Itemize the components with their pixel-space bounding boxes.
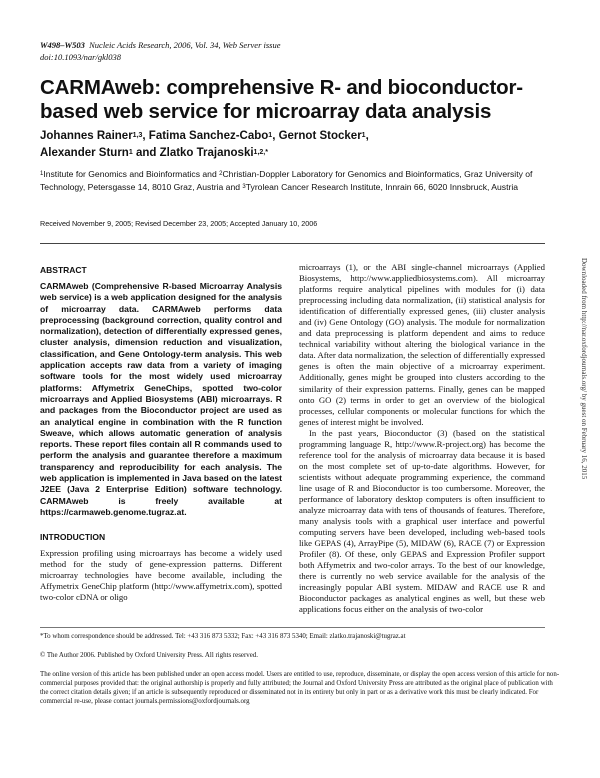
author-name: Alexander Sturn — [40, 147, 129, 159]
affil-sup: 1 — [40, 171, 44, 177]
author-line-1: Johannes Rainer$^{1,3}$, Fatima Sanchez-Cabo$^1$, Gernot Stocker$^1$, — [40, 130, 369, 142]
author-affil-sup: 1 — [268, 132, 273, 139]
affil-sup: 2 — [219, 171, 223, 177]
footnote-divider — [40, 627, 545, 628]
author-affil-sup: 1,3 — [132, 132, 143, 139]
page-range: W498–W503 — [40, 40, 85, 50]
doi[interactable]: doi:10.1093/nar/gkl038 — [40, 52, 121, 62]
introduction-heading: INTRODUCTION — [40, 532, 106, 543]
header-divider — [40, 243, 545, 244]
author-list — [40, 128, 560, 162]
author-name: Fatima Sanchez-Cabo — [148, 130, 269, 142]
author-affil-sup: 1 — [128, 149, 133, 156]
journal-citation: Nucleic Acids Research, 2006, Vol. 34, Web Server issue — [89, 40, 281, 50]
author-affil-sup: 1 — [361, 132, 366, 139]
affil-text: Christian-Doppler Laboratory for Genomics and Bioinformatics, Graz University of Technology, Petersgasse 14, 8010 Graz, Austria and — [40, 169, 533, 192]
abstract-text: CARMAweb (Comprehensive R-based Microarray Analysis web service) is a web application designed for the analysis of microarray data. CARMAweb performs data preprocessing (background correction, quality control and normalization), detection of differentially expressed genes, cluster analysis, dimension reduction and visualization, classification, and Gene Ontology-term analysis. This web application accepts raw data from a variety of imaging software tools for the most widely used microarray platforms: Affymetrix GeneChips, spotted two-color microarrays and Applied Biosystems (ABI) microarrays. R and packages from the Bioconductor project are used as an analytical engine in combination with the R function Sweave, which allows automatic generation of analysis reports. These report files contain all R commands used to perform the analysis and guarantee therefore a maximum transparency and reproducibility for each analysis. The web application is implemented in Java based on the latest J2EE (Java 2 Enterprise Edition) software technology. CARMAweb is freely available at https://carmaweb.genome.tugraz.at. — [40, 281, 282, 517]
affil-text: Tyrolean Cancer Research Institute, Innrain 66, 6020 Innsbruck, Austria — [245, 181, 519, 192]
affil-text: Institute for Genomics and Bioinformatics and — [43, 169, 220, 179]
right-column — [299, 262, 545, 616]
author-line-2 — [40, 145, 560, 162]
affil-sup: 3 — [242, 183, 246, 190]
abstract-heading: ABSTRACT — [40, 265, 87, 275]
paragraph: In the past years, Bioconductor (3) (based on the statistical programming language R, http://www.R-project.org) has become the reference tool for the analysis of microarray data because it is based on the most complete set of up-to-date algorithms. However, for scientists without adequate programming experience, the command line usage of R and Bioconductor is too cumbersome. Moreover, the performance of laboratory desktop computers is often insufficient to analyze microarray data with tens of thousands of features. Therefore, many analysis tools with a graphical user interface and powerful computing servers have been developed, including web-based tools like GEPAS (4), ArrayPipe (5), MIDAW (6), RACE (7) or Expression Profiler (8). Of these, only GEPAS and Expression Profiler support both Affymetrix and two-color arrays. To the best of our knowledge, there is currently no web service available for the analysis of the increasingly popular ABI system. MIDAW and RACE use R and Bioconductor packages as analytical engines as well, but these web applications focus either on the analysis of two-color — [299, 427, 545, 615]
copyright-notice: © The Author 2006. Published by Oxford University Press. All rights reserved. — [40, 652, 258, 659]
author-name: Johannes Rainer — [40, 130, 133, 142]
download-stamp — [578, 258, 590, 588]
introduction-text: Expression profiling using microarrays has become a widely used method for the study of gene-expression patterns. Different microarray technologies have become available, including the Affymetrix GeneChip platform (http://www.affymetrix.com), spotted two-color cDNA or oligo — [40, 548, 282, 603]
article-title: CARMAweb: comprehensive R- and bioconductor-based web service for microarray data analysis — [40, 76, 523, 123]
author-conjunction: and — [135, 147, 157, 159]
left-column — [40, 265, 282, 603]
author-name: Gernot Stocker — [278, 130, 362, 142]
paragraph: microarrays (1), or the ABI single-channel microarrays (Applied Biosystems, http://www.appliedbiosystems.com). All microarray platforms require analytical pipelines with modules for (i) data preprocessing including data normalization, (ii) statistical analysis for identification of differentially expressed genes, (iii) cluster analysis and (iv) Gene Ontology (GO) analysis. The module for normalization and data preprocessing is platform dependent and aims to reduce technical variability without altering the biological variance in the data. After data normalization, the selection of differentially expressed genes is often the main objective of a microarray experiment. Additionally, genes might be grouped into clusters according to the similarity of their expression patterns. Finally, genes can be mapped onto GO (2) terms in order to get an overview of the biological processes, cellular components or molecular functions for which the genes of interest might be involved. — [299, 262, 545, 427]
license-notice: The online version of this article has been published under an open access model. Users are entitled to use, reproduce, disseminate, or display the open access version of this article for non-commercial purposes provided that: the original authorship is properly and fully attributed; the Journal and Oxford University Press are attributed as the original place of publication with the correct citation details given; if an article is subsequently reproduced or disseminated not in its entirety but only in part or as a derivative work this must be clearly indicated. For commercial re-use, please contact journals.permissions@oxfordjournals.org — [40, 671, 560, 705]
download-stamp-text: Downloaded from http://nar.oxfordjournals.org/ by guest on February 16, 2015 — [580, 258, 588, 480]
author-affil-sup: 1,2,* — [253, 149, 268, 156]
received-dates: Received November 9, 2005; Revised December 23, 2005; Accepted January 10, 2006 — [40, 219, 318, 228]
affiliations — [40, 168, 570, 193]
running-header — [40, 40, 281, 50]
author-name: Zlatko Trajanoski — [159, 147, 254, 159]
correspondence-footnote: *To whom correspondence should be addressed. Tel: +43 316 873 5332; Fax: +43 316 873 5340; Email: zlatko.trajanoski@tugraz.at — [40, 633, 406, 640]
